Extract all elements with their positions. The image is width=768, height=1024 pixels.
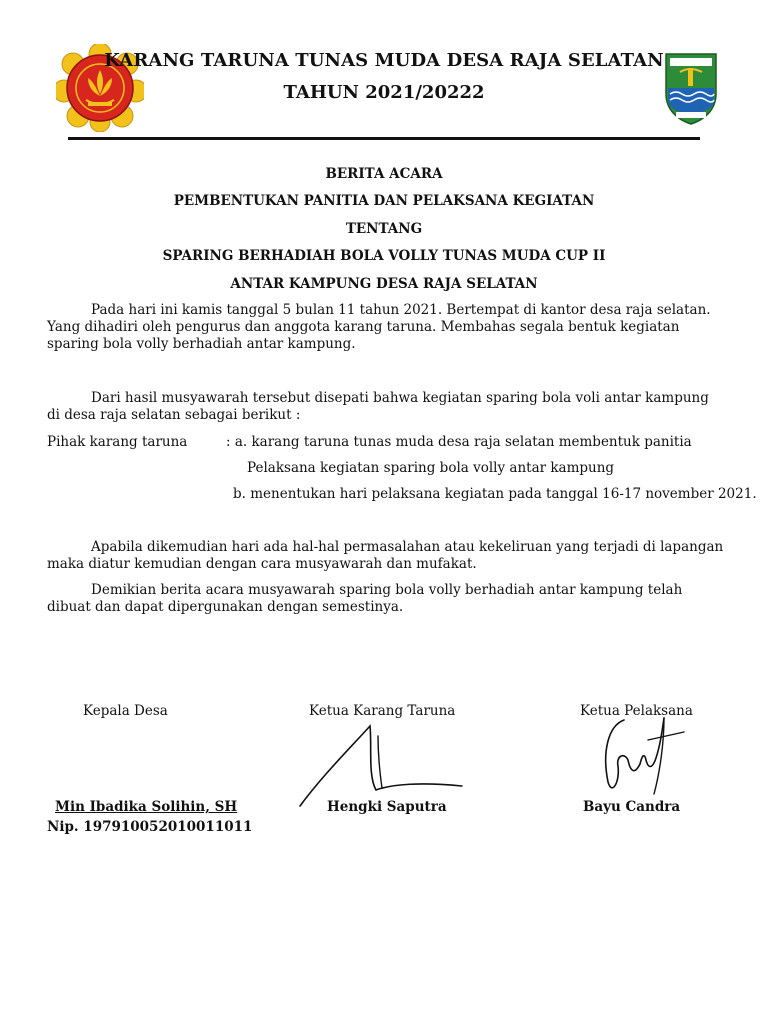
header-divider [68, 137, 700, 140]
role-ketua-pelaksana: Ketua Pelaksana [580, 703, 693, 719]
name-ketua-karang-taruna: Hengki Saputra [327, 799, 447, 815]
name-ketua-pelaksana: Bayu Candra [583, 799, 681, 815]
item-b: b. menentukan hari pelaksana kegiatan pada tanggal 16-17 november 2021. [233, 486, 757, 502]
doc-heading-4: SPARING BERHADIAH BOLA VOLLY TUNAS MUDA CUP II [162, 248, 606, 264]
signature-bayu-candra [594, 712, 690, 802]
role-kepala-desa: Kepala Desa [83, 703, 168, 719]
item-a-continued: Pelaksana kegiatan sparing bola volly antar kampung [247, 460, 615, 476]
doc-heading-2: PEMBENTUKAN PANITIA DAN PELAKSANA KEGIATAN [173, 193, 595, 209]
doc-heading-1: BERITA ACARA [325, 166, 443, 182]
paragraph-closing: Demikian berita acara musyawarah sparing bola volly berhadiah antar kampung telah dibuat dan dapat dipergunakan dengan semestinya. [47, 582, 683, 615]
name-kepala-desa: Min Ibadika Solihin, SH [55, 799, 238, 815]
organization-title: KARANG TARUNA TUNAS MUDA DESA RAJA SELATAN [104, 50, 664, 71]
paragraph-dispute: Apabila dikemudian hari ada hal-hal permasalahan atau kekeliruan yang terjadi di lapangan maka diatur kemudian dengan cara musyawarah dan mufakat. [47, 539, 724, 572]
item-a: : a. karang taruna tunas muda desa raja selatan membentuk panitia [226, 434, 692, 450]
doc-heading-5: ANTAR KAMPUNG DESA RAJA SELATAN [230, 276, 538, 292]
party-label: Pihak karang taruna [47, 434, 188, 450]
paragraph-agreement: Dari hasil musyawarah tersebut disepati bahwa kegiatan sparing bola voli antar kampung di desa raja selatan sebagai berikut : [47, 390, 709, 423]
organization-year: TAHUN 2021/20222 [283, 82, 485, 103]
paragraph-opening: Pada hari ini kamis tanggal 5 bulan 11 tahun 2021. Bertempat di kantor desa raja selatan. Yang dihadiri oleh pengurus dan anggota karang taruna. Membahas segala bentuk kegiatan sparing bola volly berhadiah antar kampung. [47, 302, 711, 352]
role-ketua-karang-taruna: Ketua Karang Taruna [309, 703, 456, 719]
signature-hengki-saputra [292, 716, 472, 812]
doc-heading-3: TENTANG [345, 221, 423, 237]
nip-kepala-desa: Nip. 197910052010011011 [47, 819, 253, 835]
